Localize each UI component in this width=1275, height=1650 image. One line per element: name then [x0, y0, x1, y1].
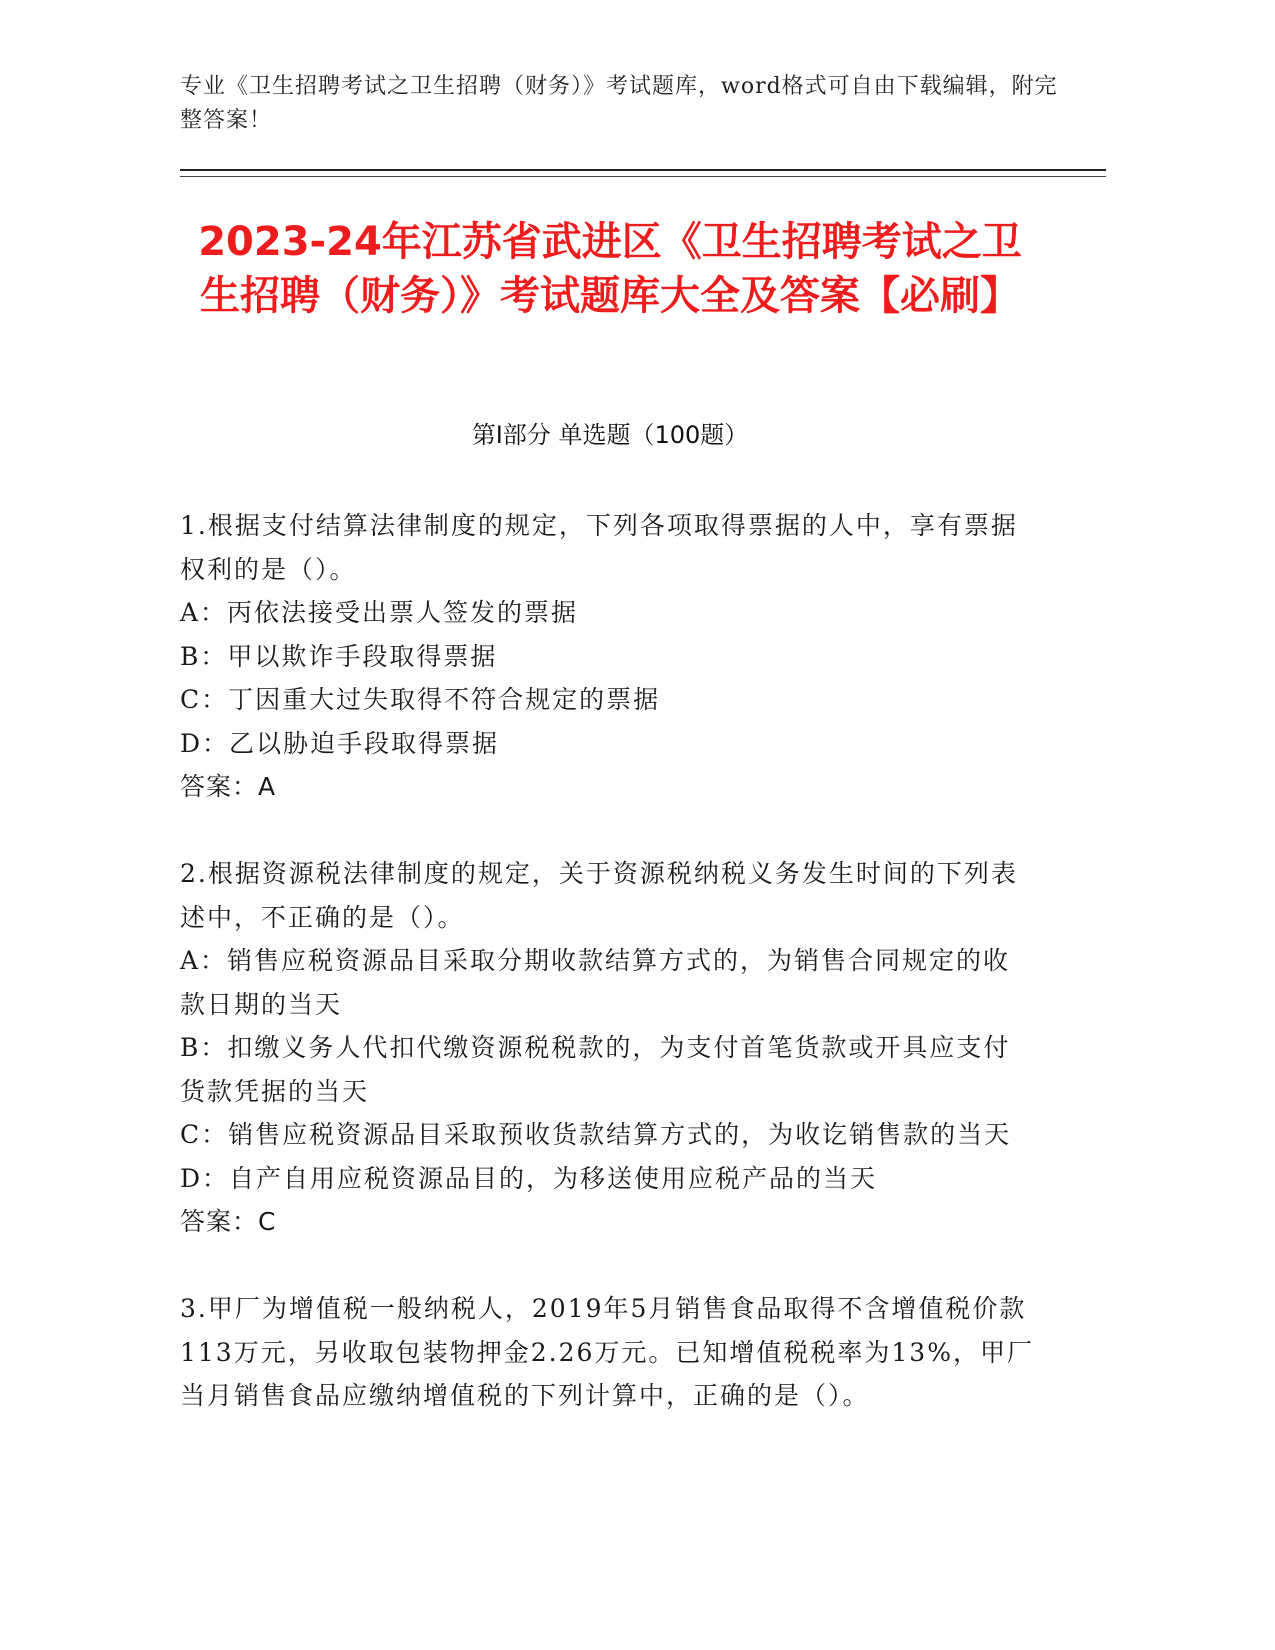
option-b: B：甲以欺诈手段取得票据 — [180, 641, 498, 671]
option-a: A：丙依法接受出票人签发的票据 — [180, 598, 579, 627]
question-3 — [180, 1287, 1035, 1418]
answer-line: 答案：C — [180, 1207, 277, 1236]
section-title: 第I部分 单选题（100题） — [471, 421, 749, 449]
question-1 — [180, 504, 1035, 809]
document-title: 2023-24年江苏省武进区《卫生招聘考试之卫生招聘（财务）》考试题库大全及答案【必刷】 — [198, 219, 1022, 319]
question-stem: 1.根据支付结算法律制度的规定，下列各项取得票据的人中，享有票据权利的是（）。 — [180, 511, 1018, 584]
option-c: C：销售应税资源品目采取预收货款结算方式的，为收讫销售款的当天 — [180, 1120, 1012, 1149]
option-b: B：扣缴义务人代扣代缴资源税税款的，为支付首笔货款或开具应支付货款凭据的当天 — [180, 1033, 1011, 1106]
option-d: D：自产自用应税资源品目的，为移送使用应税产品的当天 — [180, 1163, 878, 1193]
header-note: 专业《卫生招聘考试之卫生招聘（财务）》考试题库，word格式可自由下载编辑，附完整答案！ — [180, 74, 1058, 133]
answer-line: 答案：A — [180, 772, 277, 801]
question-stem: 2.根据资源税法律制度的规定，关于资源税纳税义务发生时间的下列表述中，不正确的是（）。 — [180, 859, 1018, 932]
option-c: C：丁因重大过失取得不符合规定的票据 — [180, 685, 661, 714]
option-d: D：乙以胁迫手段取得票据 — [180, 728, 500, 758]
header-rule-thick — [180, 169, 1106, 171]
question-stem: 3.甲厂为增值税一般纳税人，2019年5月销售食品取得不含增值税价款113万元，另收取包装物押金2.26万元。已知增值税税率为13%，甲厂当月销售食品应缴纳增值税的下列计算中，正确的是（）。 — [180, 1294, 1034, 1410]
option-a: A：销售应税资源品目采取分期收款结算方式的，为销售合同规定的收款日期的当天 — [180, 946, 1011, 1019]
question-2 — [180, 852, 1035, 1244]
header-rule-thin — [180, 176, 1106, 177]
